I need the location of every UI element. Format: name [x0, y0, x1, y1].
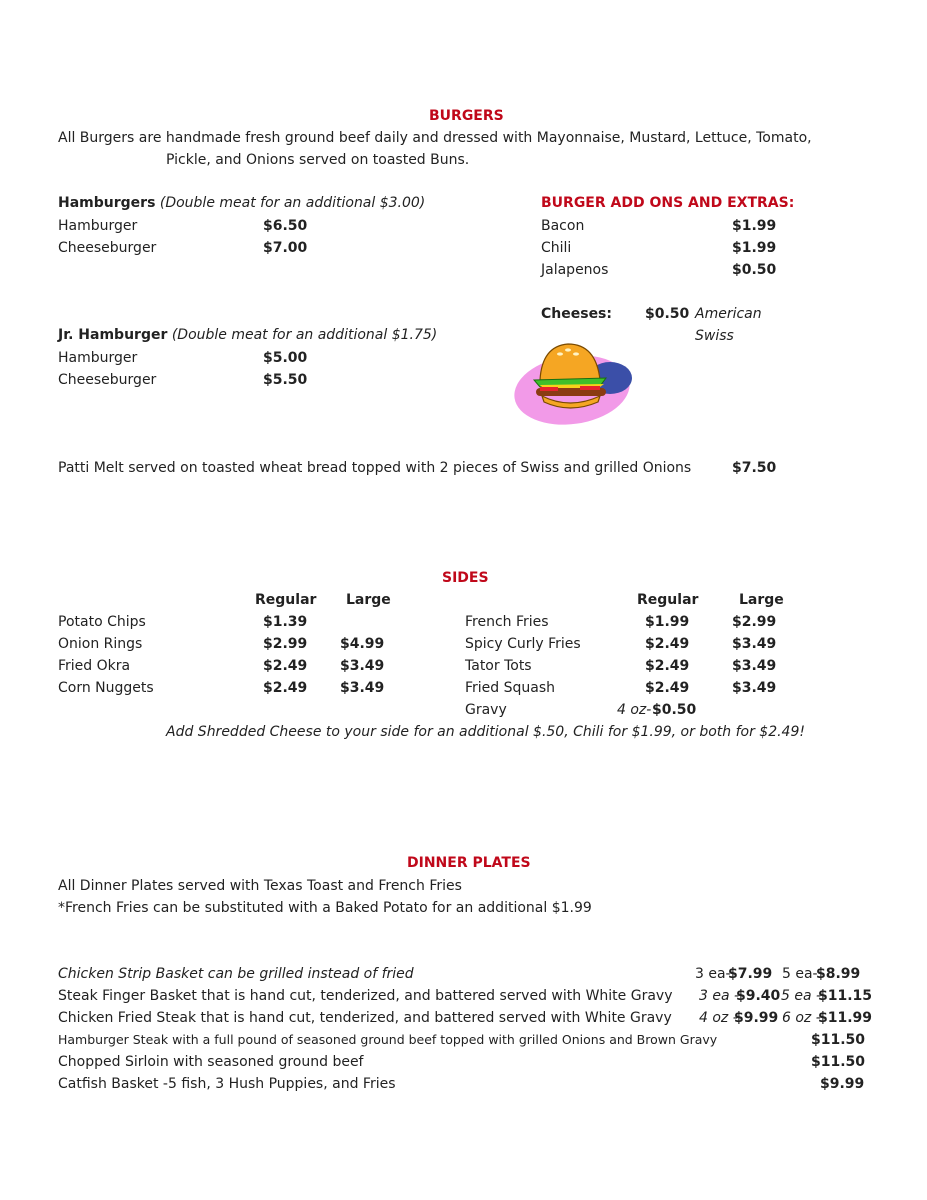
dinner-item-price: $9.99 — [820, 1076, 865, 1092]
jr-hamburger-note: (Double meat for an additional $1.75) — [171, 327, 438, 343]
cheeses-price: $0.50 — [645, 306, 690, 322]
menu-item-name: Hamburger — [58, 350, 138, 366]
hamburgers-title-row — [58, 194, 425, 212]
addon-name: Chili — [541, 240, 572, 256]
dinner-item-name: Hamburger Steak with a full pound of seasoned ground beef topped with grilled Onions and Brown Gravy — [58, 1032, 718, 1047]
sides-col-regular: Regular — [637, 592, 699, 608]
patti-melt-price: $7.50 — [732, 460, 777, 476]
menu-item-price: $6.50 — [263, 218, 308, 234]
side-large-price: $3.49 — [732, 680, 777, 696]
side-name: Fried Squash — [465, 680, 556, 696]
burger-icon — [510, 340, 635, 430]
side-regular-price: $1.39 — [263, 614, 308, 630]
sides-col-large: Large — [346, 592, 391, 608]
dinner-item-price: $9.99 — [734, 1010, 779, 1026]
cheese-option: Swiss — [695, 328, 734, 344]
dinner-item-price: $7.99 — [728, 966, 773, 982]
side-large-price: $3.49 — [340, 680, 385, 696]
dinner-item-name: Chopped Sirloin with seasoned ground beef — [58, 1054, 364, 1070]
dinner-item-qty: 5 ea - — [781, 988, 822, 1004]
side-regular-price: $2.49 — [645, 658, 690, 674]
dinner-item-qty: 4 oz - — [699, 1010, 738, 1026]
dinner-item-price: $11.50 — [811, 1054, 866, 1070]
side-large-price: $3.49 — [732, 636, 777, 652]
menu-item-price: $7.00 — [263, 240, 308, 256]
addon-price: $1.99 — [732, 218, 777, 234]
menu-item-price: $5.00 — [263, 350, 308, 366]
menu-item-name: Hamburger — [58, 218, 138, 234]
dinner-item-price: $11.99 — [818, 1010, 873, 1026]
sides-note: Add Shredded Cheese to your side for an additional $.50, Chili for $1.99, or both for $2.49! — [166, 724, 805, 740]
dinner-item-name: Steak Finger Basket that is hand cut, tenderized, and battered served with White Gravy — [58, 988, 673, 1004]
side-name: Spicy Curly Fries — [465, 636, 581, 652]
addon-price: $1.99 — [732, 240, 777, 256]
menu-item-name: Cheeseburger — [58, 372, 157, 388]
hamburgers-note: (Double meat for an additional $3.00) — [159, 195, 426, 211]
dinner-intro-line1: All Dinner Plates served with Texas Toast and French Fries — [58, 878, 462, 894]
side-name: Fried Okra — [58, 658, 131, 674]
addon-name: Jalapenos — [541, 262, 609, 278]
side-large-price: $3.49 — [340, 658, 385, 674]
dinner-item-qty: 6 oz - — [782, 1010, 821, 1026]
dinner-item-qty: 5 ea- — [782, 966, 818, 982]
dinner-item-qty: 3 ea- — [695, 966, 731, 982]
side-large-price: $4.99 — [340, 636, 385, 652]
burgers-intro-line1: All Burgers are handmade fresh ground beef daily and dressed with Mayonnaise, Mustard, Lettuce, Tomato, — [58, 130, 812, 146]
dinner-item-name: Chicken Fried Steak that is hand cut, tenderized, and battered served with White Gravy — [58, 1010, 672, 1026]
dinner-item-price: $8.99 — [816, 966, 861, 982]
gravy-price: $0.50 — [652, 702, 697, 718]
dinner-item-price: $11.15 — [818, 988, 873, 1004]
jr-hamburger-title: Jr. Hamburger — [58, 327, 168, 343]
hamburgers-title: Hamburgers — [58, 195, 156, 211]
menu-item-price: $5.50 — [263, 372, 308, 388]
dinner-item-name: Chicken Strip Basket can be grilled instead of fried — [58, 966, 414, 982]
gravy-name: Gravy — [465, 702, 507, 718]
side-name: Onion Rings — [58, 636, 143, 652]
patti-melt-name: Patti Melt served on toasted wheat bread topped with 2 pieces of Swiss and grilled Onions — [58, 460, 692, 476]
sides-heading: SIDES — [442, 570, 489, 586]
jr-hamburger-title-row — [58, 326, 437, 344]
dinner-item-name: Catfish Basket -5 fish, 3 Hush Puppies, and Fries — [58, 1076, 396, 1092]
burgers-intro-line2: Pickle, and Onions served on toasted Buns. — [166, 152, 470, 168]
menu-item-name: Cheeseburger — [58, 240, 157, 256]
sides-col-large: Large — [739, 592, 784, 608]
side-name: French Fries — [465, 614, 549, 630]
side-large-price: $2.99 — [732, 614, 777, 630]
dinner-item-qty: 3 ea - — [699, 988, 740, 1004]
side-large-price: $3.49 — [732, 658, 777, 674]
side-regular-price: $2.49 — [645, 680, 690, 696]
dinner-intro-line2: *French Fries can be substituted with a Baked Potato for an additional $1.99 — [58, 900, 592, 916]
side-regular-price: $2.99 — [263, 636, 308, 652]
side-regular-price: $1.99 — [645, 614, 690, 630]
side-name: Potato Chips — [58, 614, 146, 630]
cheese-option: American — [695, 306, 762, 322]
cheeses-label: Cheeses: — [541, 306, 612, 322]
addon-price: $0.50 — [732, 262, 777, 278]
side-regular-price: $2.49 — [263, 680, 308, 696]
side-regular-price: $2.49 — [645, 636, 690, 652]
side-regular-price: $2.49 — [263, 658, 308, 674]
addon-name: Bacon — [541, 218, 585, 234]
side-name: Corn Nuggets — [58, 680, 154, 696]
dinner-heading: DINNER PLATES — [407, 855, 531, 871]
dinner-item-price: $9.40 — [736, 988, 781, 1004]
burgers-heading: BURGERS — [429, 108, 504, 124]
sides-col-regular: Regular — [255, 592, 317, 608]
addons-heading: BURGER ADD ONS AND EXTRAS: — [541, 195, 795, 211]
dinner-item-price: $11.50 — [811, 1032, 866, 1048]
side-name: Tator Tots — [465, 658, 532, 674]
gravy-size: 4 oz- — [617, 702, 652, 718]
